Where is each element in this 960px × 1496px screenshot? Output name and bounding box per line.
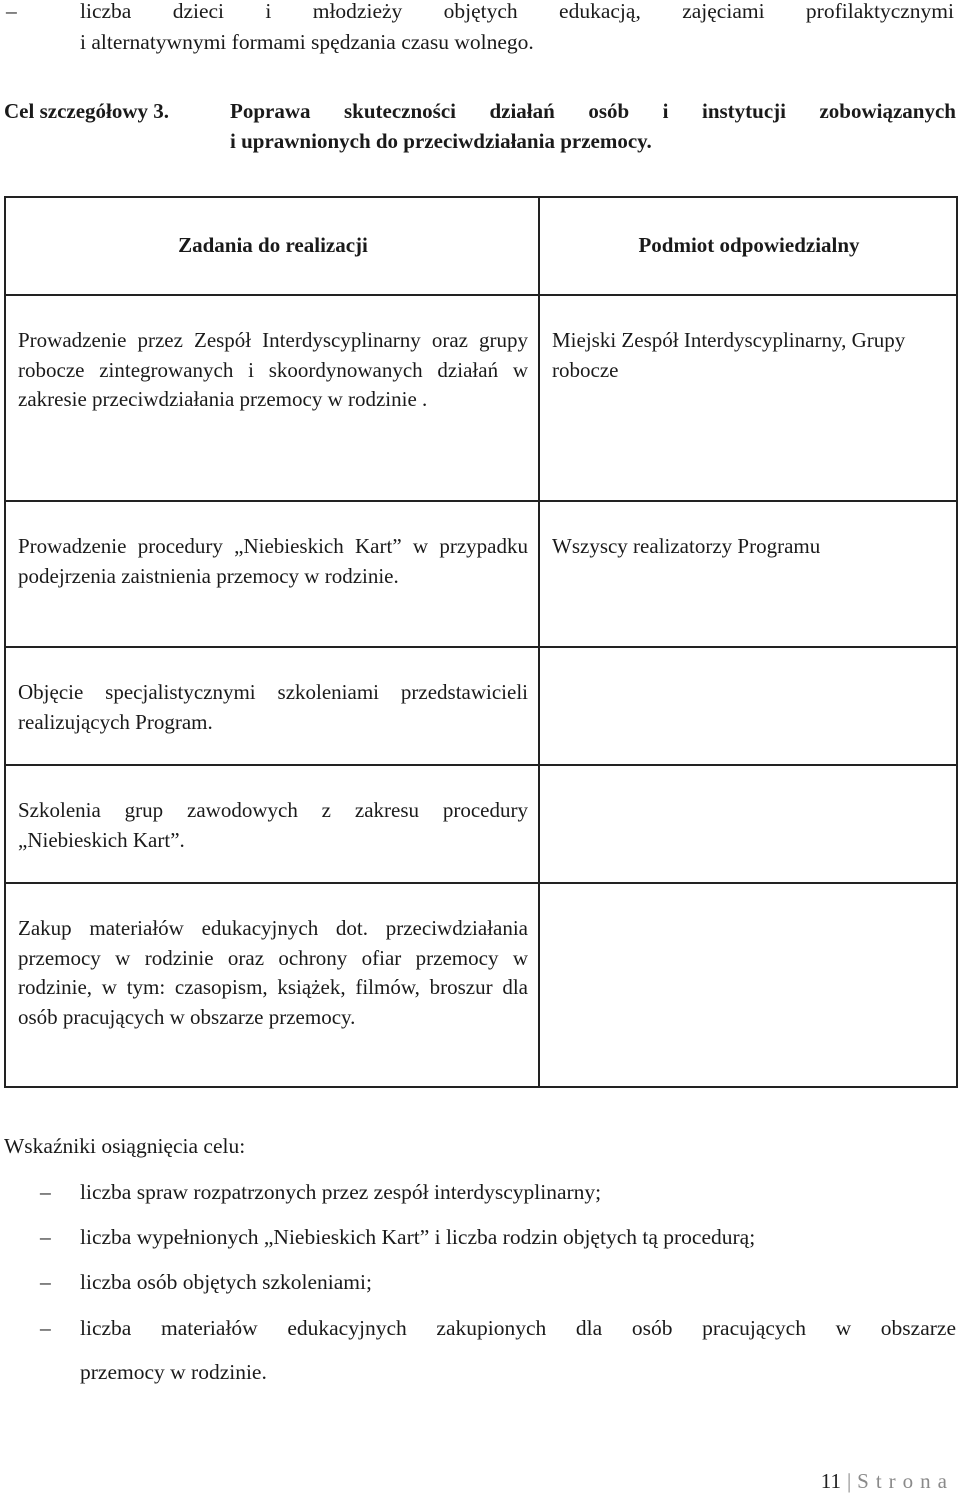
indicators-title: Wskaźniki osiągnięcia celu: — [4, 1134, 246, 1158]
intro-list-item — [4, 0, 954, 58]
task-cell: Objęcie specjalistycznymi szkoleniami przedstawicieli realizujących Program. — [5, 647, 539, 765]
task-cell: Prowadzenie procedury „Niebieskich Kart” w przypadku podejrzenia zaistnienia przemocy w rodzinie. — [5, 501, 539, 647]
goal-number: Cel szczegółowy 3. — [4, 99, 170, 123]
tasks-table — [4, 196, 958, 1088]
table-row — [5, 765, 957, 883]
intro-item-line1: liczba dzieci i młodzieży objętych edukacją, zajęciami profilaktycznymi — [80, 0, 954, 23]
task-cell: Prowadzenie przez Zespół Interdyscyplinarny oraz grupy robocze zintegrowanych i skoordynowanych działań w zakresie przeciwdziałania przemocy w rodzinie . — [5, 295, 539, 501]
page-number: 11 — [820, 1469, 841, 1493]
indicator-item — [40, 1306, 956, 1394]
indicator-item: – liczba spraw rozpatrzonych przez zespół interdyscyplinarny; — [40, 1170, 956, 1214]
indicator-item: – liczba wypełnionych „Niebieskich Kart” i liczba rodzin objętych tą procedurą; — [40, 1215, 956, 1259]
footer-separator: | — [846, 1469, 852, 1493]
responsible-cell — [539, 765, 957, 883]
list-dash: – — [40, 1180, 51, 1204]
indicator-item: – liczba osób objętych szkoleniami; — [40, 1260, 956, 1304]
table-row — [5, 501, 957, 647]
list-dash: – — [40, 1225, 51, 1249]
responsible-cell: Wszyscy realizatorzy Programu — [539, 501, 957, 647]
indicator-item-multiline: liczba materiałów edukacyjnych zakupionych dla osób pracujących w obszarze przemocy w rodzinie. — [80, 1316, 956, 1384]
goal-line2: i uprawnionych do przeciwdziałania przemocy. — [230, 129, 652, 153]
intro-item-text — [80, 0, 954, 58]
header-task: Zadania do realizacji — [5, 197, 539, 295]
task-cell: Szkolenia grup zawodowych z zakresu procedury „Niebieskich Kart”. — [5, 765, 539, 883]
responsible-cell — [539, 883, 957, 1087]
responsible-cell: Miejski Zespół Interdyscyplinarny, Grupy robocze — [539, 295, 957, 501]
table-row — [5, 295, 957, 501]
table-row — [5, 883, 957, 1087]
table-row — [5, 647, 957, 765]
list-dash: – — [40, 1316, 51, 1340]
list-dash: – — [40, 1270, 51, 1294]
list-dash: – — [6, 0, 17, 23]
header-responsible: Podmiot odpowiedzialny — [539, 197, 957, 295]
goal-line1: Poprawa skuteczności działań osób i instytucji zobowiązanych — [230, 99, 956, 123]
task-cell: Zakup materiałów edukacyjnych dot. przeciwdziałania przemocy w rodzinie oraz ochrony ofiar przemocy w rodzinie, w tym: czasopism, książek, filmów, broszur dla osób pracujących w obszarze przemocy. — [5, 883, 539, 1087]
intro-item-line2: i alternatywnymi formami spędzania czasu wolnego. — [80, 30, 534, 54]
goal-heading — [4, 96, 956, 156]
footer-label: Strona — [857, 1469, 954, 1493]
responsible-cell — [539, 647, 957, 765]
table-header-row — [5, 197, 957, 295]
